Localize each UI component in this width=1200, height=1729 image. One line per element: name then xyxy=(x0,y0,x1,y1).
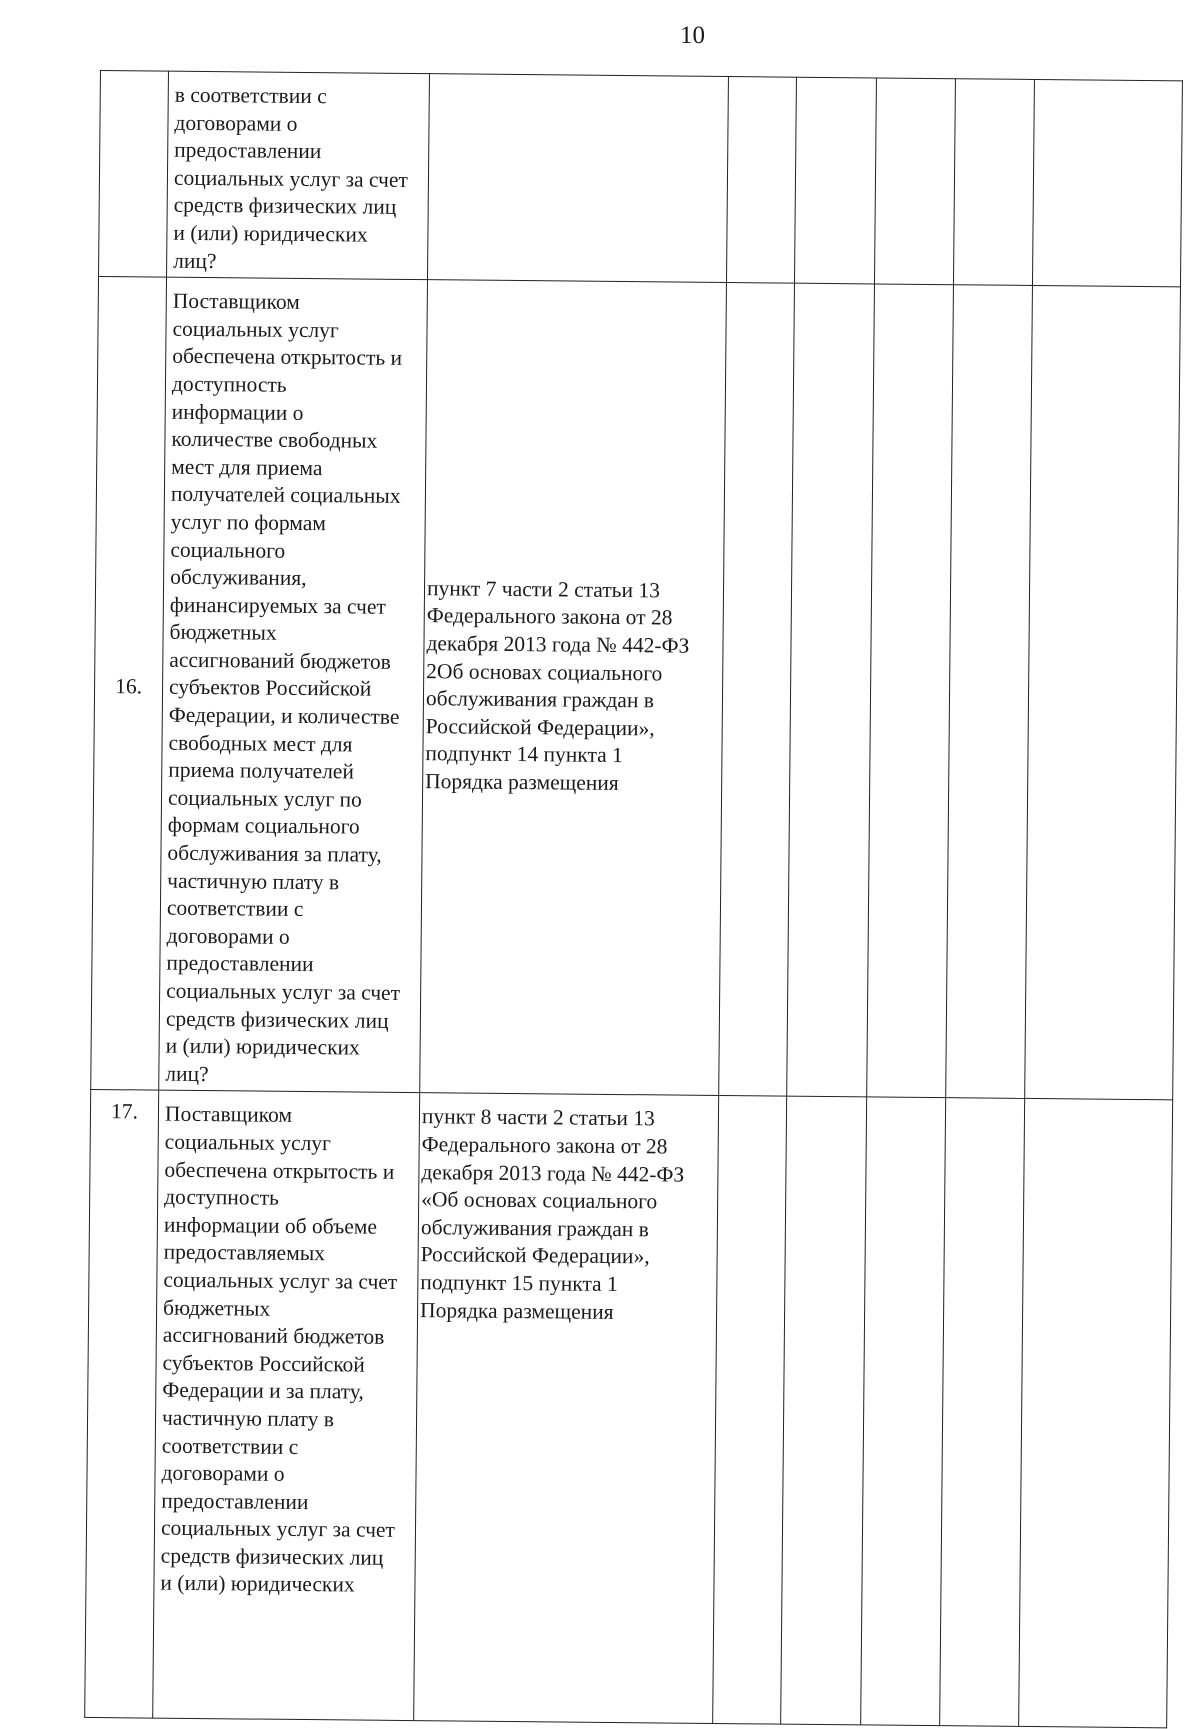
row-number: 17. xyxy=(85,1090,159,1719)
row-number xyxy=(99,71,169,278)
empty-cell xyxy=(953,79,1034,286)
empty-cell xyxy=(787,283,875,1097)
empty-cell xyxy=(867,284,954,1098)
empty-cell xyxy=(1025,286,1181,1101)
empty-cell xyxy=(713,1096,787,1725)
empty-cell xyxy=(1032,79,1182,287)
empty-cell xyxy=(781,1097,867,1726)
row-number: 16. xyxy=(91,277,167,1091)
legal-reference xyxy=(428,74,729,283)
empty-cell xyxy=(874,78,955,285)
document-sheet xyxy=(85,70,1182,1672)
page-number: 10 xyxy=(680,22,705,49)
legal-reference: пункт 7 части 2 статьи 13 Федерального закона от 28 декабря 2013 года № 442-ФЗ 2Об основах социального обслуживания граждан в Российской Федерации», подпункт 14 пункта 1 Порядка размещения xyxy=(420,280,727,1096)
empty-cell xyxy=(719,283,795,1097)
table-row xyxy=(85,1090,1173,1728)
empty-cell xyxy=(726,77,796,284)
empty-cell xyxy=(861,1097,946,1726)
requirement-text: в соответствии с договорами о предоставлении социальных услуг за счет средств физических лиц и (или) юридических лиц? xyxy=(167,71,430,280)
legal-reference: пункт 8 части 2 статьи 13 Федерального закона от 28 декабря 2013 года № 442-ФЗ «Об основах социального обслуживания граждан в Российской Федерации», подпункт 15 пункта 1 Порядка размещения xyxy=(414,1093,719,1724)
empty-cell xyxy=(940,1098,1025,1727)
table-row xyxy=(91,277,1181,1101)
requirement-text: Поставщиком социальных услуг обеспечена открытость и доступность информации об объеме предоставляемых социальных услуг за счет бюджетных ассигнований бюджетов субъектов Российской Федерации и за плату, частичную плату в соответствии с договорами о предоставлении социальных услуг за счет средств физических лиц и (или) юридических xyxy=(153,1090,420,1720)
checklist-table xyxy=(84,70,1183,1729)
empty-cell xyxy=(794,77,876,284)
requirement-text: Поставщиком социальных услуг обеспечена открытость и доступность информации о количестве свободных мест для приема получателей социальных услуг по формам социального обслуживания, финансируемых за счет бюджетных ассигнований бюджетов субъектов Российской Федерации, и количестве свободных мест для приема получателей социальных услуг по формам социального обслуживания за плату, частичную плату в соответствии с договорами о предоставлении социальных услуг за счет средств физических лиц и (или) юридических лиц? xyxy=(159,277,428,1093)
table-row xyxy=(99,71,1183,288)
empty-cell xyxy=(1019,1099,1173,1728)
empty-cell xyxy=(946,285,1033,1099)
